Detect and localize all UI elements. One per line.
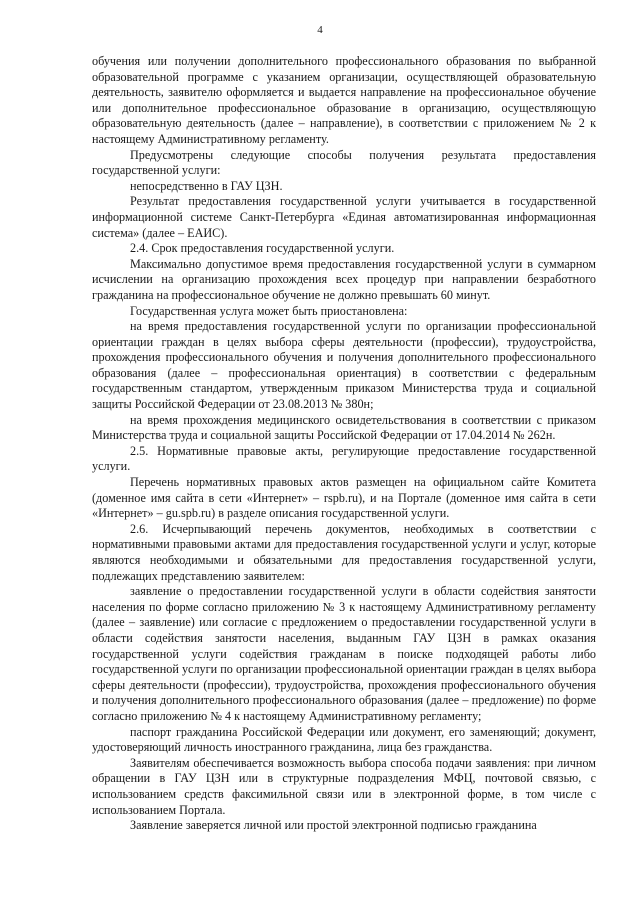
paragraph: обучения или получении дополнительного профессионального образования по выбранной образовательной программе с указанием организации, осуществляющей образовательную деятельность, заявителю оформляется и выдается направление на профессиональное обучение или дополнительное профессиональное образование в организацию, осуществляющую образовательную деятельность (далее – направление), в соответствии с приложением № 2 к настоящему Административному регламенту.	[92, 54, 596, 146]
paragraph: на время предоставления государственной услуги по организации профессиональной ориентации граждан в целях выбора сферы деятельности (профессии), трудоустройства, прохождения профессионального обучения и получения дополнительного профессионального образования (далее – профессиональная ориентация) в соответствии с федеральным государственным стандартом, утвержденным приказом Министерства труда и социальной защиты Российской Федерации от 23.08.2013 № 380н;	[92, 319, 596, 412]
paragraph: Государственная услуга может быть приостановлена:	[130, 303, 408, 318]
paragraph: заявление о предоставлении государственной услуги в области содействия занятости населения по форме согласно приложению № 3 к настоящему Административному регламенту (далее – заявление) или согласие с предложением о предоставлении государственной услуги в области содействия занятости населения, выданным ГАУ ЦЗН в рамках оказания государственной услуги содействия гражданам в поиске подходящей работы либо государственной услуги по организации профессиональной ориентации граждан в целях выбора сферы деятельности (профессии), трудоустройства, прохождения профессионального обучения и получения дополнительного профессионального образования (далее – предложение) по форме согласно приложению № 4 к настоящему Административному регламенту;	[92, 584, 596, 723]
paragraph: на время прохождения медицинского освидетельствования в соответствии с приказом Министерства труда и социальной защиты Российской Федерации от 17.04.2014 № 262н.	[92, 412, 596, 443]
section-heading: 2.5. Нормативные правовые акты, регулирующие предоставление государственной услуги.	[92, 443, 596, 474]
document-body	[92, 54, 596, 834]
section-heading: 2.6. Исчерпывающий перечень документов, необходимых в соответствии с нормативными правовыми актами для предоставления государственной услуги и услуг, которые являются необходимыми и обязательными для предоставления государственной услуги, подлежащих представлению заявителем:	[92, 521, 596, 583]
paragraph: Перечень нормативных правовых актов размещен на официальном сайте Комитета (доменное имя сайта в сети «Интернет» – rspb.ru), и на Портале (доменное имя сайта в сети «Интернет» – gu.spb.ru) в разделе описания государственной услуги.	[92, 475, 596, 521]
paragraph: Результат предоставления государственной услуги учитывается в государственной информационной системе Санкт-Петербурга «Единая автоматизированная информационная система» (далее – ЕАИС).	[92, 194, 596, 240]
paragraph: Максимально допустимое время предоставления государственной услуги в суммарном исчислении на организацию прохождения всех процедур при направлении безработного гражданина на профессиональное обучение не должно превышать 60 минут.	[92, 256, 596, 302]
paragraph: Заявление заверяется личной или простой электронной подписью гражданина	[130, 818, 537, 833]
page-number: 4	[317, 24, 323, 36]
paragraph: непосредственно в ГАУ ЦЗН.	[130, 178, 283, 193]
paragraph: паспорт гражданина Российской Федерации или документ, его заменяющий; документ, удостоверяющий личность иностранного гражданина, лица без гражданства.	[92, 724, 596, 755]
paragraph: Заявителям обеспечивается возможность выбора способа подачи заявления: при личном обращении в ГАУ ЦЗН или в структурные подразделения МФЦ, почтовой связью, с использованием средств факсимильной связи или в электронной форме, в том числе с использованием Портала.	[92, 755, 596, 817]
section-heading: 2.4. Срок предоставления государственной услуги.	[130, 241, 395, 256]
paragraph: Предусмотрены следующие способы получения результата предоставления государственной услуги:	[92, 147, 596, 178]
